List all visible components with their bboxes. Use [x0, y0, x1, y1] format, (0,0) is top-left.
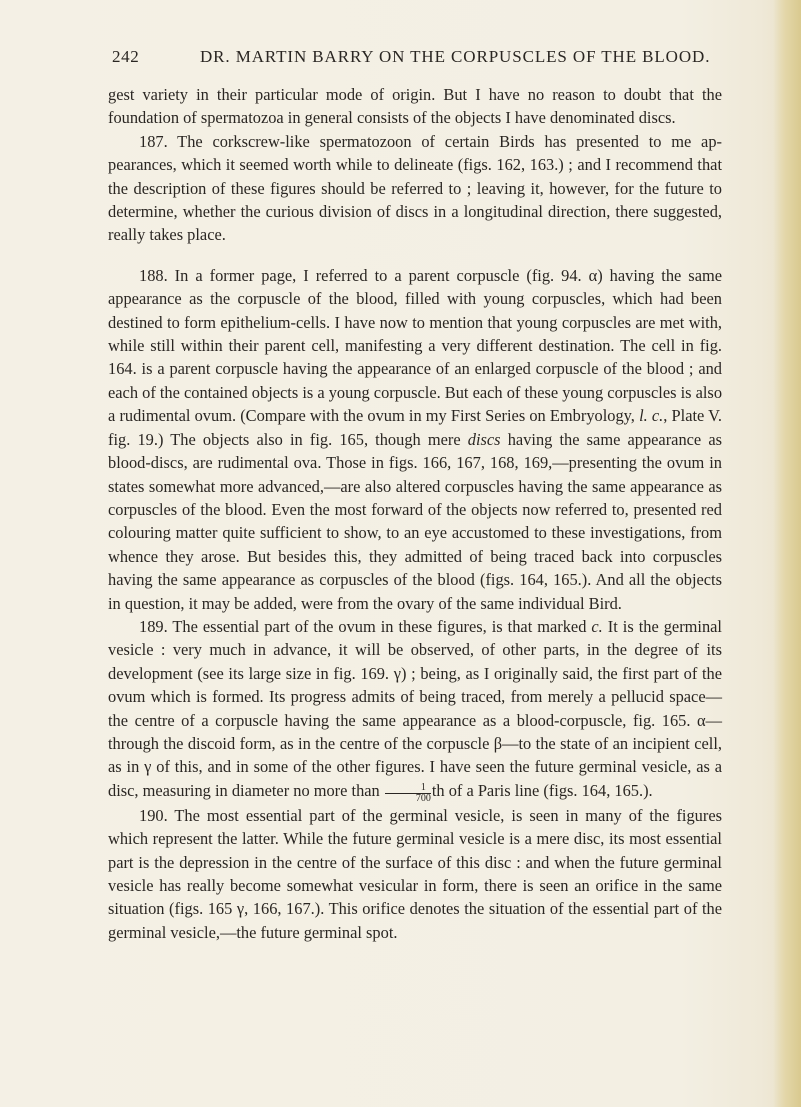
page-edge-shading — [773, 0, 801, 1107]
paragraph-188-text-2: , Plate V. fig. 19.) The objects also in fig. 165, though mere — [108, 406, 723, 449]
paragraph-189 — [108, 615, 722, 804]
paragraph-188-citation: l. c. — [639, 406, 664, 426]
body-text — [108, 83, 722, 944]
paragraph-189-label: c. — [591, 616, 603, 636]
fraction-denominator: 700 — [415, 792, 431, 804]
paragraph-188-text-3: having the same appearance as blood-discs, are rudimental ova. Those in figs. 166, 167, 168, 169,—presenting the ovum in states somewhat more advanced,—are also altered corpuscles having the same appearance as corpuscles of the blood. Even the most forward of the objects now referred to, presented red colouring matter quite sufficient to show, to an eye accustomed to these investigations, from whence they arose. But besides this, they admitted of being traced back into corpuscles having the same appearance as corpuscles of the blood (figs. 164, 165.). And all the objects in question, it may be added, were from the ovary of the same individual Bird. — [108, 429, 722, 613]
running-header — [112, 47, 722, 69]
paragraph-188-text: 188. In a former page, I referred to a parent corpuscle (fig. 94. α) having the same appearance as the corpuscle of the blood, filled with young corpuscles, which had been destined to form epithelium-cells. I have now to mention that young corpuscles are met with, while still within their parent cell, manifesting a very different destination. The cell in fig. 164. is a parent corpuscle having the appearance of an enlarged corpuscle of the blood ; and each of the contained objects is a young corpuscle. But each of these young corpuscles is also a rudimental ovum. (Compare with the ovum in my First Series on Embryology, — [108, 265, 723, 426]
paragraph-188 — [108, 264, 722, 615]
paragraph-188-emphasis: discs — [467, 429, 501, 449]
paragraph-190: 190. The most essential part of the germinal vesicle, is seen in many of the figures which represent the latter. While the future germinal vesicle is a mere disc, its most essential part is the depression in the centre of the surface of this disc : and when the future germinal vesicle has really become somewhat vesicular in form, there is seen an orifice in the same situation (figs. 165 γ, 166, 167.). This orifice denotes the situation of the essential part of the germinal vesicle,—the future germinal spot. — [108, 805, 722, 942]
paragraph-189-text-3: th of a Paris line (figs. 164, 165.). — [431, 780, 653, 800]
page-number: 242 — [112, 47, 140, 66]
paragraph-continued: gest variety in their particular mode of origin. But I have no reason to doubt that the foundation of spermatozoa in general consists of the objects I have denominated discs. — [108, 85, 722, 128]
paragraph-189-text: 189. The essential part of the ovum in these figures, is that marked — [139, 616, 587, 636]
paragraph-187: 187. The corkscrew-like spermatozoon of certain Birds has presented to me appearances, which it seemed worth while to delineate (figs. 162, 163.) ; and I recommend that the description of these figures should be referred to ; leaving it, however, for the future to determine, whether the curious division of discs in a longitudinal direction, there suggested, really takes place. — [108, 131, 722, 245]
fraction — [385, 783, 431, 804]
paragraph-189-text-2: It is the germinal vesicle : very much in advance, it will be observed, of other parts, in the degree of its development (see its large size in fig. 169. γ) ; being, as I originally said, the first part of the ovum which is formed. Its progress admits of being traced, from merely a pellucid space—the centre of a corpuscle having the same appearance as a blood-corpuscle, fig. 165. α—through the discoid form, as in the centre of the corpuscle β—to the state of an incipient cell, as in γ of this, and in some of the other figures. I have seen the future germinal vesicle, as a disc, measuring in diameter no more than — [108, 616, 722, 800]
fraction-numerator: 1 — [385, 783, 431, 794]
running-title: DR. MARTIN BARRY ON THE CORPUSCLES OF THE BLOOD. — [200, 47, 711, 66]
